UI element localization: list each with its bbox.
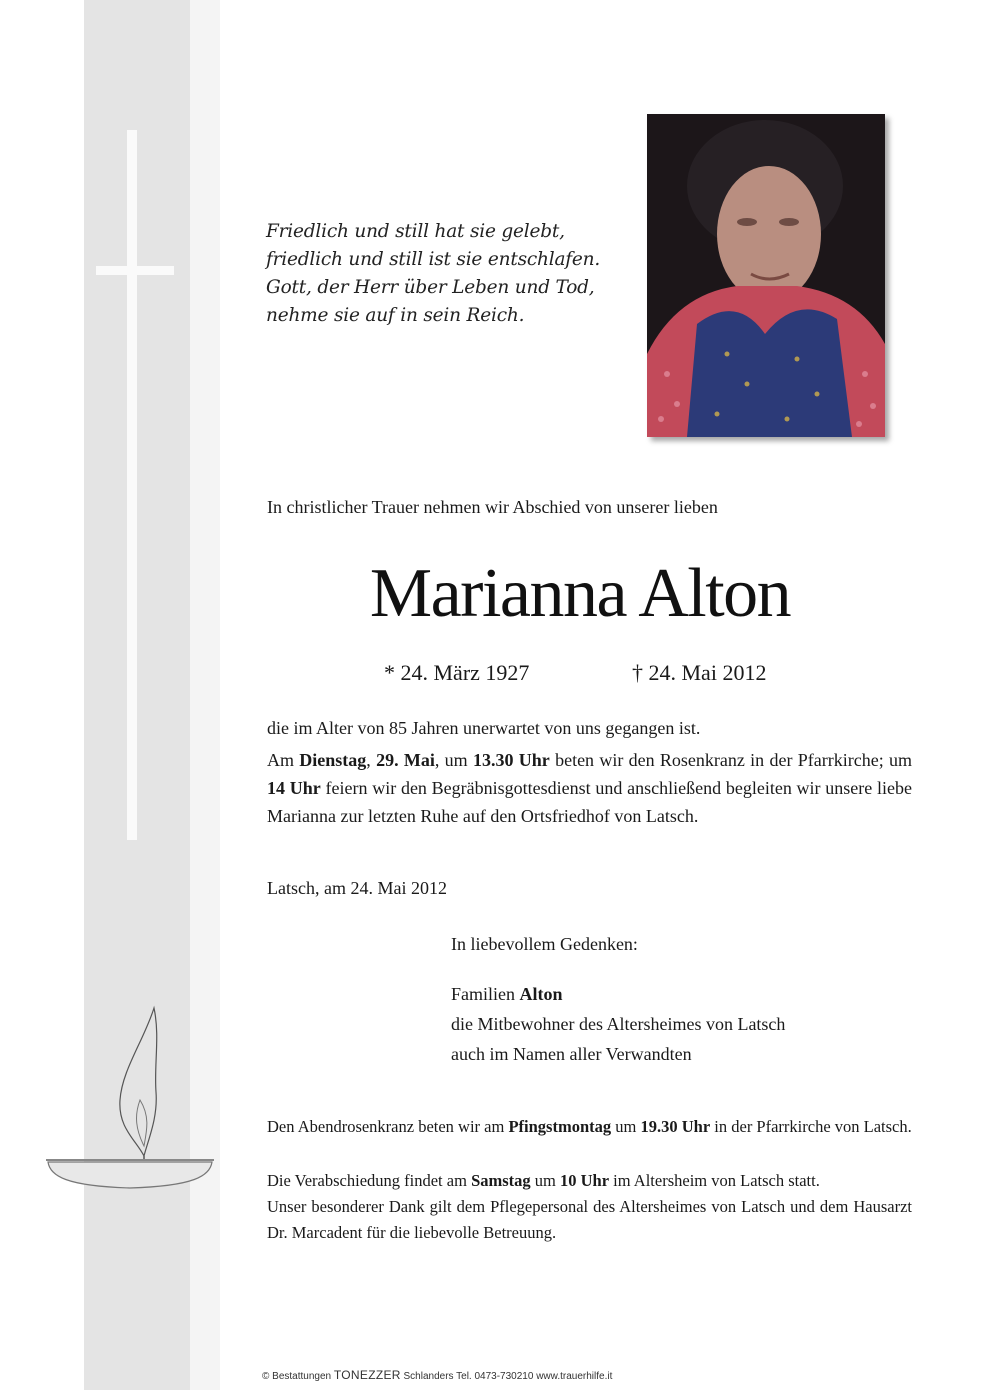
quote-line: Friedlich und still hat sie gelebt,: [266, 221, 565, 242]
quote-line: friedlich und still ist sie entschlafen.: [266, 249, 601, 270]
family-line: [451, 984, 563, 1005]
note-thanks: Unser besonderer Dank gilt dem Pflegepersonal des Altersheimes von Latsch und dem Hausarzt Dr. Marcadent für die liebevolle Betreuung.: [267, 1197, 912, 1242]
family-name: Alton: [519, 984, 563, 1004]
death-date: † 24. Mai 2012: [632, 660, 767, 685]
funeral-home-name: TONEZZER: [333, 1368, 401, 1382]
note-farewell: [267, 1168, 912, 1194]
service-time: 14 Uhr: [267, 778, 321, 798]
text-segment: um: [530, 1171, 560, 1190]
funeral-details: [267, 746, 912, 830]
funeral-day: Dienstag: [299, 750, 367, 770]
cross-icon-bar: [96, 266, 174, 275]
text-segment: im Altersheim von Latsch statt.: [609, 1171, 820, 1190]
text-segment: in der Pfarrkirche von Latsch.: [710, 1117, 912, 1136]
quote-line: Gott, der Herr über Leben und Tod,: [266, 277, 595, 298]
note-time: 19.30 Uhr: [640, 1117, 711, 1136]
note-day: Pfingstmontag: [508, 1117, 612, 1136]
quote-line: nehme sie auf in sein Reich.: [266, 305, 525, 326]
text-segment: feiern wir den Begräbnisgottesdienst und anschließend begleiten wir unsere liebe Marianna zur letzten Ruhe auf den Ortsfriedhof von Latsch.: [267, 778, 912, 826]
age-line: die im Alter von 85 Jahren unerwartet von uns gegangen ist.: [267, 718, 701, 738]
birth-date: * 24. März 1927: [384, 660, 530, 685]
text-segment: , um: [434, 750, 473, 770]
rosary-time: 13.30 Uhr: [472, 750, 550, 770]
residents-line: die Mitbewohner des Altersheimes von Latsch: [451, 1014, 786, 1034]
footer-credit: [262, 1368, 612, 1382]
funeral-date: 29. Mai: [376, 750, 435, 770]
place-date: Latsch, am 24. Mai 2012: [267, 878, 447, 898]
eternal-light-icon: [44, 1000, 216, 1190]
gedenken-line: In liebevollem Gedenken:: [451, 934, 638, 954]
cross-icon: [127, 130, 137, 840]
intro-text: In christlicher Trauer nehmen wir Abschied von unserer lieben: [267, 497, 718, 517]
text-segment: ,: [366, 750, 377, 770]
portrait-photo: [647, 114, 885, 437]
text-segment: Schlanders Tel. 0473-730210 www.trauerhilfe.it: [400, 1371, 613, 1382]
text-segment: Am: [267, 750, 300, 770]
text-segment: um: [611, 1117, 641, 1136]
text-segment: © Bestattungen: [262, 1371, 334, 1382]
relatives-line: auch im Namen aller Verwandten: [451, 1044, 692, 1064]
text-segment: Die Verabschiedung findet am: [267, 1171, 472, 1190]
deceased-name: Marianna Alton: [369, 555, 791, 632]
text-segment: Familien: [451, 984, 520, 1004]
note-time: 10 Uhr: [560, 1171, 610, 1190]
text-segment: beten wir den Rosenkranz in der Pfarrkirche; um: [549, 750, 912, 770]
memorial-quote: [266, 218, 600, 330]
text-segment: Den Abendrosenkranz beten wir am: [267, 1117, 509, 1136]
note-day: Samstag: [471, 1171, 531, 1190]
note-rosary: [267, 1114, 912, 1140]
